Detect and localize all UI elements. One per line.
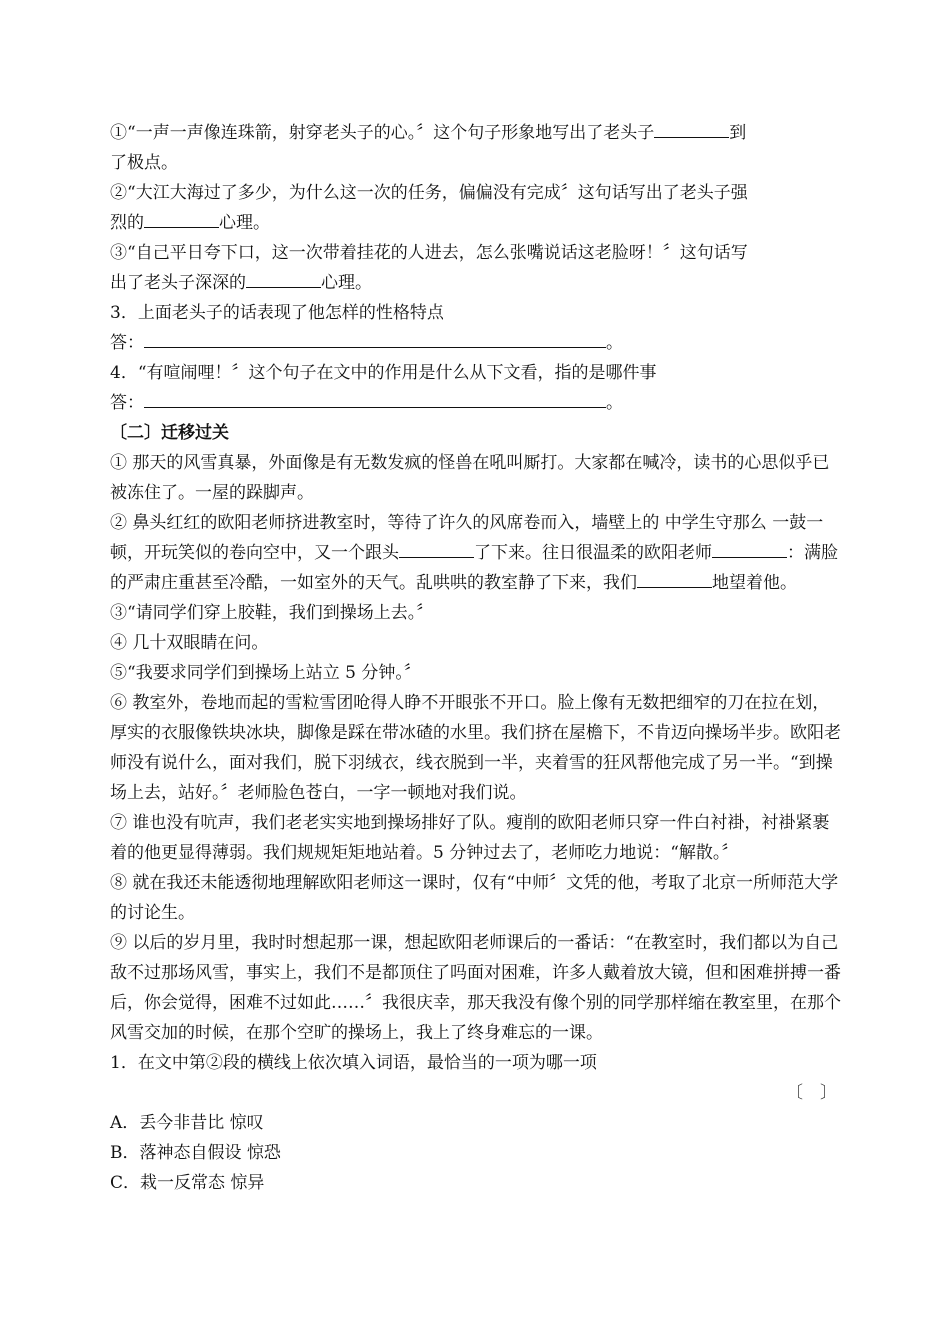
answer-label: 答： bbox=[110, 333, 144, 353]
answer-end-mark: 。 bbox=[606, 393, 623, 413]
item-3-line-2 bbox=[110, 268, 845, 298]
paragraph-5: ⑤“我要求同学们到操场上站立 5 分钟。〞 bbox=[110, 663, 421, 683]
option-a: A．丢今非昔比 惊叹 bbox=[110, 1113, 264, 1133]
item-1-line bbox=[110, 118, 845, 148]
option-b: B．落神态自假设 惊恐 bbox=[110, 1143, 281, 1163]
answer-blank-long bbox=[144, 391, 606, 408]
item-1-text: ①“一声一声像连珠箭，射穿老头子的心。〞这个句子形象地写出了老头子 bbox=[110, 123, 655, 143]
question-1: 1．在文中第②段的横线上依次填入词语，最恰当的一项为哪一项 bbox=[110, 1053, 597, 1073]
paragraph-2-text: ：满脸的严肃庄重甚至冷酷，一如室外的天气。乱哄哄的教室静了下来，我们 bbox=[110, 543, 838, 593]
answer-blank bbox=[144, 211, 219, 228]
question-3-text: 3．上面老头子的话表现了他怎样的性格特点 bbox=[110, 303, 444, 323]
paragraph-2-text: 地望着他。 bbox=[712, 573, 797, 593]
answer-blank bbox=[399, 541, 474, 558]
item-1-text-end: 到 bbox=[729, 123, 747, 143]
item-2-line-2 bbox=[110, 208, 845, 238]
answer-bracket: 〔 〕 bbox=[786, 1083, 837, 1103]
paragraph-1: ① 那天的风雪真暴，外面像是有无数发疯的怪兽在吼叫厮打。大家都在喊冷，读书的心思似乎已被冻住了。一屋的跺脚声。 bbox=[110, 453, 830, 503]
item-2-continuation: 烈的 bbox=[110, 213, 144, 233]
answer-end-mark: 。 bbox=[606, 333, 623, 353]
question-3 bbox=[110, 298, 845, 328]
paragraph-2 bbox=[110, 508, 845, 598]
paragraph-7: ⑦ 谁也没有吭声，我们老老实实地到操场排好了队。瘦削的欧阳老师只穿一件白衬褂，衬褂紧裹着的他更显得薄弱。我们规规矩矩地站着。5 分钟过去了，老师吃力地说：“解散。〞 bbox=[110, 813, 830, 863]
item-2-end: 心理。 bbox=[219, 213, 270, 233]
item-1-continuation: 了极点。 bbox=[110, 153, 178, 173]
answer-blank-long bbox=[144, 331, 606, 348]
item-3-text: ③“自己平日夸下口，这一次带着挂花的人进去，怎么张嘴说话这老脸呀！〞这句话写 bbox=[110, 243, 748, 263]
document-content bbox=[110, 118, 845, 1198]
item-3-line bbox=[110, 238, 845, 268]
question-4 bbox=[110, 358, 845, 388]
item-3-continuation: 出了老头子深深的 bbox=[110, 273, 246, 293]
paragraph-9: ⑨ 以后的岁月里，我时时想起那一课，想起欧阳老师课后的一番话：“在教室时，我们都以为自己敌不过那场风雪，事实上，我们不是都顶住了吗面对困难，许多人戴着放大镜，但和困难拼搏一番后，你会觉得，困难不过如此……〞我很庆幸，那天我没有像个别的同学那样缩在教室里，在那个风雪交加的时候，在那个空旷的操场上，我上了终身难忘的一课。 bbox=[110, 933, 841, 1043]
answer-blank bbox=[712, 541, 787, 558]
item-2-line bbox=[110, 178, 845, 208]
answer-blank bbox=[637, 571, 712, 588]
paragraph-8: ⑧ 就在我还未能透彻地理解欧阳老师这一课时，仅有“中师〞文凭的他，考取了北京一所师范大学的讨论生。 bbox=[110, 873, 839, 923]
paragraph-2-text: 了下来。往日很温柔的欧阳老师 bbox=[474, 543, 712, 563]
answer-line-4 bbox=[110, 388, 845, 418]
section-heading: 〔二〕迁移过关 bbox=[110, 423, 229, 443]
answer-label: 答： bbox=[110, 393, 144, 413]
answer-blank bbox=[246, 271, 321, 288]
item-1-line-2 bbox=[110, 148, 845, 178]
answer-blank bbox=[654, 121, 729, 138]
option-c: C．栽一反常态 惊异 bbox=[110, 1173, 265, 1193]
paragraph-3: ③“请同学们穿上胶鞋，我们到操场上去。〞 bbox=[110, 603, 434, 623]
item-2-text: ②“大江大海过了多少，为什么这一次的任务，偏偏没有完成〞这句话写出了老头子强 bbox=[110, 183, 748, 203]
paragraph-4: ④ 几十双眼睛在问。 bbox=[110, 633, 269, 653]
paragraph-6: ⑥ 教室外，卷地而起的雪粒雪团呛得人睁不开眼张不开口。脸上像有无数把细窄的刀在拉在划，厚实的衣服像铁块冰块，脚像是踩在带冰碴的水里。我们挤在屋檐下，不肯迈向操场半步。欧阳老师没有说什么，面对我们，脱下羽绒衣，线衣脱到一半，夹着雪的狂风帮他完成了另一半。“到操场上去，站好。〞老师脸色苍白，一字一顿地对我们说。 bbox=[110, 693, 841, 803]
question-4-text: 4．“有喧闹哩！〞这个句子在文中的作用是什么从下文看，指的是哪件事 bbox=[110, 363, 657, 383]
item-3-end: 心理。 bbox=[321, 273, 372, 293]
paragraph-2-text: ② 鼻头红红的欧阳老师挤进教室时，等待了许久的风席卷而入，墙壁上的 中学生守那么 一鼓一顿，开玩笑似的卷向空中，又一个跟头 bbox=[110, 513, 824, 563]
answer-line-3 bbox=[110, 328, 845, 358]
